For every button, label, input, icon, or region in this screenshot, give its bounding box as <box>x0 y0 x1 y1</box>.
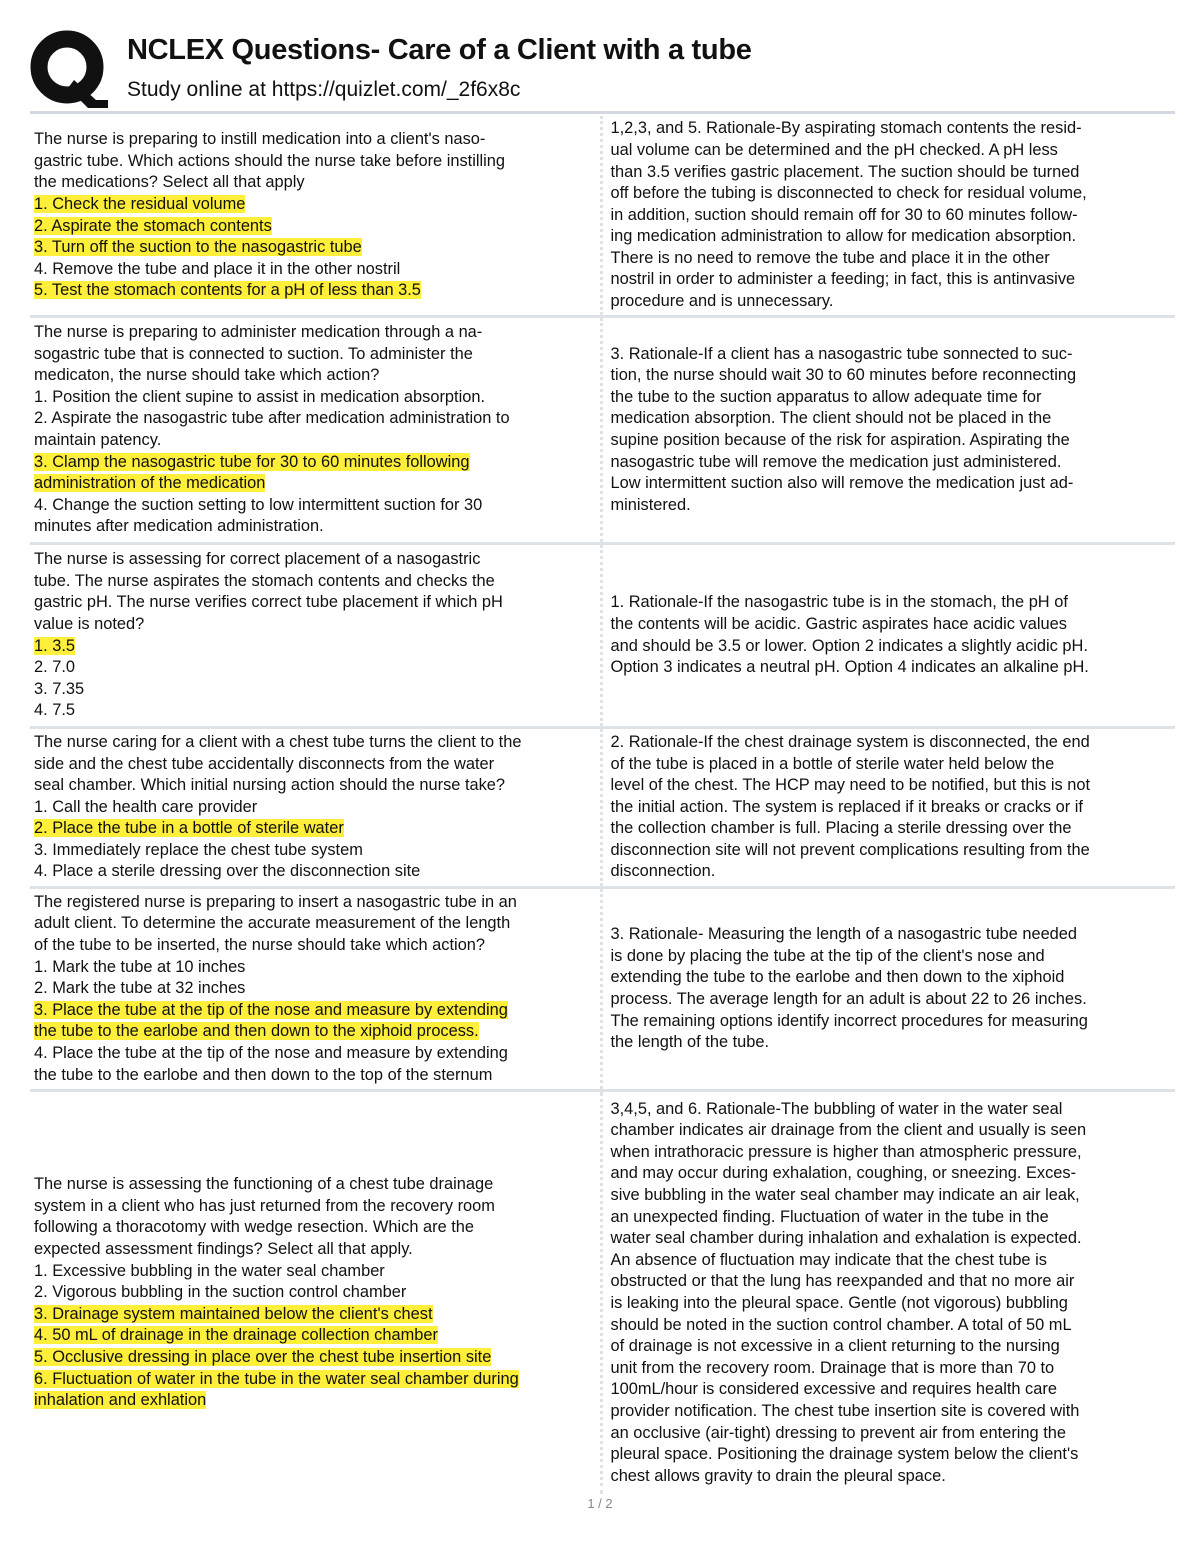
question-line <box>34 592 594 614</box>
question-line <box>34 387 594 409</box>
question-line-text: adult client. To determine the accurate measurement of the length <box>34 914 511 933</box>
answer-line-text: chest allows gravity to drain the pleural space. <box>610 1466 946 1485</box>
flashcard-row <box>30 545 1175 729</box>
question-line-text: expected assessment findings? Select all that apply. <box>34 1240 413 1259</box>
question-line-text: value is noted? <box>34 614 145 633</box>
answer-line-text: should be noted in the suction control chamber. A total of 50 mL <box>610 1315 1072 1334</box>
answer-line-text: when intrathoracic pressure is higher than atmospheric pressure, <box>610 1142 1082 1161</box>
question-line-text: 4. Remove the tube and place it in the other nostril <box>34 259 401 278</box>
question-line-text: The nurse is assessing for correct placement of a nasogastric <box>34 550 481 569</box>
question-line <box>34 657 594 679</box>
question-text <box>34 322 594 538</box>
question-line-text: 1. Excessive bubbling in the water seal chamber <box>34 1261 385 1280</box>
question-line <box>34 754 594 776</box>
question-line <box>34 1021 594 1043</box>
answer-line-text: and may occur during exhalation, coughing, or sneezing. Exces- <box>610 1164 1077 1183</box>
answer-line-text: an occlusive (air-tight) dressing to prevent air from entering the <box>610 1423 1067 1442</box>
question-line <box>34 913 594 935</box>
answer-cell <box>603 545 1176 726</box>
answer-text <box>611 1099 1170 1488</box>
answer-line-text: ual volume can be determined and the pH checked. A pH less <box>610 140 1058 159</box>
answer-line <box>611 1142 1170 1164</box>
answer-line-text: An absence of fluctuation may indicate that the chest tube is <box>610 1250 1047 1269</box>
question-line <box>34 732 594 754</box>
question-line-text: seal chamber. Which initial nursing action should the nurse take? <box>34 776 506 795</box>
question-cell <box>30 116 603 315</box>
answer-line <box>611 657 1170 679</box>
question-line <box>34 237 594 259</box>
question-line <box>34 614 594 636</box>
answer-line <box>611 592 1170 614</box>
flashcard-row <box>30 889 1175 1092</box>
highlighted-correct-option: 3. Turn off the suction to the nasogastric tube <box>34 238 362 257</box>
question-line <box>34 1239 594 1261</box>
answer-line-text: supine position because of the risk for aspiration. Aspirating the <box>610 431 1070 449</box>
question-line <box>34 892 594 914</box>
answer-line <box>611 1207 1170 1229</box>
answer-line <box>611 636 1170 658</box>
answer-line-text: 1,2,3, and 5. Rationale-By aspirating stomach contents the resid- <box>610 119 1082 138</box>
answer-line <box>611 118 1170 140</box>
answer-line-text: The remaining options identify incorrect procedures for measuring <box>610 1011 1088 1030</box>
answer-line-text: 3. Rationale- Measuring the length of a nasogastric tube needed <box>610 925 1078 944</box>
answer-line-text: 100mL/hour is considered excessive and requires health care <box>610 1380 1057 1399</box>
answer-line <box>611 1099 1170 1121</box>
question-line-text: gastric tube. Which actions should the nurse take before instilling <box>34 151 506 170</box>
quizlet-logo-icon <box>30 30 108 108</box>
highlighted-correct-option: 4. 50 mL of drainage in the drainage collection chamber <box>34 1326 438 1345</box>
question-line <box>34 194 594 216</box>
answer-line <box>611 840 1170 862</box>
answer-line-text: 3,4,5, and 6. Rationale-The bubbling of water in the water seal <box>610 1099 1063 1118</box>
question-line-text: tube. The nurse aspirates the stomach contents and checks the <box>34 571 495 590</box>
answer-line-text: of drainage is not excessive in a client returning to the nursing <box>610 1337 1060 1356</box>
question-line <box>34 1065 594 1087</box>
answer-line <box>611 1271 1170 1293</box>
answer-line <box>611 1401 1170 1423</box>
answer-line <box>611 140 1170 162</box>
answer-line-text: pleural space. Positioning the drainage system below the client's <box>610 1445 1079 1464</box>
question-line-text: following a thoracotomy with wedge resection. Which are the <box>34 1218 475 1237</box>
question-line-text: 3. 7.35 <box>34 679 85 698</box>
answer-line <box>611 1185 1170 1207</box>
highlighted-correct-option: 3. Place the tube at the tip of the nose and measure by extending <box>34 1000 508 1019</box>
question-line <box>34 452 594 474</box>
flashcard-row <box>30 116 1175 318</box>
answer-line <box>611 495 1170 517</box>
question-line <box>34 1282 594 1304</box>
answer-line <box>611 1228 1170 1250</box>
answer-line <box>611 1120 1170 1142</box>
question-line-text: The registered nurse is preparing to insert a nasogastric tube in an <box>34 892 517 911</box>
answer-line-text: and should be 3.5 or lower. Option 2 indicates a slightly acidic pH. <box>610 636 1088 655</box>
question-line-text: 2. Mark the tube at 32 inches <box>34 979 246 998</box>
question-line-text: 2. 7.0 <box>34 658 76 677</box>
answer-line-text: off before the tubing is disconnected to check for residual volume, <box>610 184 1087 203</box>
question-cell <box>30 1092 603 1494</box>
question-line-text: 2. Vigorous bubbling in the suction control chamber <box>34 1283 407 1302</box>
answer-line-text: sive bubbling in the water seal chamber may indicate an air leak, <box>610 1186 1080 1205</box>
question-line <box>34 280 594 302</box>
answer-line-text: provider notification. The chest tube insertion site is covered with <box>610 1401 1080 1420</box>
question-line <box>34 516 594 538</box>
question-line <box>34 1000 594 1022</box>
question-line <box>34 679 594 701</box>
answer-line-text: tion, the nurse should wait 30 to 60 minutes before reconnecting <box>610 366 1077 385</box>
answer-line <box>611 1336 1170 1358</box>
answer-line <box>611 924 1170 946</box>
highlighted-correct-option: 3. Clamp the nasogastric tube for 30 to 60 minutes following <box>34 452 470 471</box>
answer-line <box>611 967 1170 989</box>
question-text <box>34 129 594 302</box>
question-line <box>34 571 594 593</box>
answer-line <box>611 1011 1170 1033</box>
answer-line-text: of the tube is placed in a bottle of sterile water held below the <box>610 754 1055 773</box>
answer-line-text: the tube to the suction apparatus to allow adequate time for <box>610 387 1042 406</box>
question-line-text: sogastric tube that is connected to suction. To administer the <box>34 344 473 363</box>
answer-line-text: extending the tube to the earlobe and then down to the xiphoid <box>610 968 1065 987</box>
question-line <box>34 840 594 862</box>
answer-line <box>611 430 1170 452</box>
question-text <box>34 732 594 883</box>
flashcard-row <box>30 729 1175 889</box>
highlighted-correct-option: 6. Fluctuation of water in the tube in the water seal chamber during <box>34 1369 519 1388</box>
question-cell <box>30 889 603 1089</box>
answer-line <box>611 818 1170 840</box>
answer-cell <box>603 116 1176 315</box>
answer-line <box>611 861 1170 883</box>
answer-line <box>611 1032 1170 1054</box>
highlighted-correct-option: 5. Test the stomach contents for a pH of less than 3.5 <box>34 281 421 300</box>
answer-line-text: level of the chest. The HCP may need to be notified, but this is not <box>610 776 1091 795</box>
question-cell <box>30 545 603 726</box>
question-line <box>34 344 594 366</box>
question-line <box>34 1174 594 1196</box>
answer-text <box>611 344 1170 517</box>
answer-line-text: process. The average length for an adult is about 22 to 26 inches. <box>610 990 1087 1008</box>
answer-line-text: disconnection site will not prevent complications resulting from the <box>610 840 1090 859</box>
answer-text <box>611 924 1170 1054</box>
question-line-text: 4. Change the suction setting to low intermittent suction for 30 <box>34 495 483 514</box>
question-line-text: 4. Place the tube at the tip of the nose and measure by extending <box>34 1043 508 1062</box>
highlighted-correct-option: 1. Check the residual volume <box>34 194 246 213</box>
answer-line-text: Option 3 indicates a neutral pH. Option 4 indicates an alkaline pH. <box>610 658 1089 677</box>
question-line-text: The nurse is preparing to administer medication through a na- <box>34 323 483 342</box>
answer-line <box>611 344 1170 366</box>
answer-line <box>611 269 1170 291</box>
highlighted-correct-option: inhalation and exhlation <box>34 1391 207 1410</box>
answer-line <box>611 775 1170 797</box>
question-line-text: The nurse is assessing the functioning of a chest tube drainage <box>34 1175 494 1194</box>
header-divider <box>30 111 1175 114</box>
answer-line-text: ministered. <box>610 495 691 514</box>
question-line <box>34 1043 594 1065</box>
answer-cell <box>603 889 1176 1089</box>
question-line-text: system in a client who has just returned from the recovery room <box>34 1196 495 1215</box>
answer-line <box>611 248 1170 270</box>
flashcard-row <box>30 318 1175 545</box>
answer-line <box>611 1379 1170 1401</box>
question-line-text: minutes after medication administration. <box>34 517 324 536</box>
highlighted-correct-option: 5. Occlusive dressing in place over the chest tube insertion site <box>34 1347 492 1366</box>
question-line <box>34 775 594 797</box>
answer-line <box>611 989 1170 1011</box>
answer-line-text: is leaking into the pleural space. Gentle (not vigorous) bubbling <box>610 1294 1068 1312</box>
page-indicator: 1 / 2 <box>587 1496 613 1511</box>
document-header <box>30 28 1175 108</box>
question-line <box>34 259 594 281</box>
question-line <box>34 1217 594 1239</box>
question-line-text: 4. 7.5 <box>34 701 76 720</box>
answer-text <box>611 592 1170 678</box>
answer-line <box>611 946 1170 968</box>
question-line-text: gastric pH. The nurse verifies correct tube placement if which pH <box>34 593 503 612</box>
question-line-text: medicaton, the nurse should take which action? <box>34 366 380 385</box>
question-text <box>34 1174 594 1412</box>
question-line <box>34 957 594 979</box>
answer-line <box>611 732 1170 754</box>
question-line <box>34 172 594 194</box>
answer-line <box>611 1315 1170 1337</box>
answer-line-text: than 3.5 verifies gastric placement. The suction should be turned <box>610 162 1080 181</box>
question-cell <box>30 318 603 542</box>
question-line <box>34 430 594 452</box>
answer-line-text: 1. Rationale-If the nasogastric tube is in the stomach, the pH of <box>610 593 1068 612</box>
answer-line <box>611 183 1170 205</box>
question-line-text: The nurse is preparing to instill medication into a client's naso- <box>34 130 486 149</box>
flashcard-table <box>30 116 1175 1494</box>
answer-cell <box>603 318 1176 542</box>
answer-line-text: unit from the recovery room. Drainage that is more than 70 to <box>610 1358 1055 1377</box>
question-line <box>34 129 594 151</box>
answer-line <box>611 1444 1170 1466</box>
question-text <box>34 892 594 1086</box>
question-line-text: The nurse caring for a client with a chest tube turns the client to the <box>34 732 522 751</box>
answer-line-text: an unexpected finding. Fluctuation of water in the tube in the <box>610 1207 1049 1226</box>
answer-line-text: disconnection. <box>610 862 716 881</box>
question-line-text: 1. Call the health care provider <box>34 797 258 816</box>
answer-line-text: chamber indicates air drainage from the client and usually is seen <box>610 1121 1087 1140</box>
question-line-text: side and the chest tube accidentally disconnects from the water <box>34 754 495 773</box>
answer-line <box>611 291 1170 313</box>
answer-line-text: the collection chamber is full. Placing a sterile dressing over the <box>610 819 1072 838</box>
answer-line-text: medication absorption. The client should not be placed in the <box>610 409 1052 428</box>
answer-line-text: water seal chamber during inhalation and exhalation is expected. <box>610 1229 1082 1248</box>
question-cell <box>30 729 603 886</box>
question-line-text: 1. Position the client supine to assist in medication absorption. <box>34 387 485 406</box>
question-line-text: 3. Immediately replace the chest tube system <box>34 840 363 859</box>
answer-line-text: the contents will be acidic. Gastric aspirates hace acidic values <box>610 614 1067 633</box>
question-line <box>34 473 594 495</box>
answer-line-text: There is no need to remove the tube and place it in the other <box>610 248 1050 267</box>
answer-line <box>611 162 1170 184</box>
question-line <box>34 861 594 883</box>
answer-line <box>611 452 1170 474</box>
answer-line-text: 3. Rationale-If a client has a nasogastric tube sonnected to suc- <box>610 344 1073 363</box>
answer-text <box>611 118 1170 312</box>
answer-line <box>611 1250 1170 1272</box>
answer-line <box>611 473 1170 495</box>
question-line <box>34 1196 594 1218</box>
answer-line <box>611 1423 1170 1445</box>
question-line <box>34 636 594 658</box>
answer-line-text: Low intermittent suction also will remove the medication just ad- <box>610 474 1074 493</box>
question-line <box>34 700 594 722</box>
question-line <box>34 1325 594 1347</box>
answer-line <box>611 387 1170 409</box>
answer-line-text: ing medication administration to allow for medication absorption. <box>610 227 1077 246</box>
answer-cell <box>603 1092 1176 1494</box>
study-online-link[interactable]: Study online at https://quizlet.com/_2f6x8c <box>127 78 521 101</box>
answer-line-text: is done by placing the tube at the tip of the client's nose and <box>610 946 1045 965</box>
answer-line <box>611 226 1170 248</box>
question-line <box>34 978 594 1000</box>
question-line <box>34 322 594 344</box>
question-line-text: 1. Mark the tube at 10 inches <box>34 957 246 976</box>
question-line-text: the tube to the earlobe and then down to the top of the sternum <box>34 1065 493 1084</box>
highlighted-correct-option: 2. Place the tube in a bottle of sterile water <box>34 819 344 838</box>
answer-line-text: nasogastric tube will remove the medication just administered. <box>610 452 1062 471</box>
answer-line <box>611 365 1170 387</box>
answer-line-text: nostril in order to administer a feeding; in fact, this is antinvasive <box>610 270 1076 289</box>
highlighted-correct-option: 1. 3.5 <box>34 636 76 655</box>
question-line <box>34 151 594 173</box>
question-line-text: 2. Aspirate the nasogastric tube after medication administration to <box>34 409 510 428</box>
highlighted-correct-option: 3. Drainage system maintained below the client's chest <box>34 1304 433 1323</box>
question-text <box>34 549 594 722</box>
answer-line <box>611 408 1170 430</box>
highlighted-correct-option: 2. Aspirate the stomach contents <box>34 216 272 235</box>
answer-line <box>611 205 1170 227</box>
highlighted-correct-option: the tube to the earlobe and then down to the xiphoid process. <box>34 1022 479 1041</box>
answer-line <box>611 614 1170 636</box>
question-line-text: the medications? Select all that apply <box>34 173 305 192</box>
question-line <box>34 1261 594 1283</box>
answer-line-text: the length of the tube. <box>610 1033 770 1052</box>
question-line <box>34 365 594 387</box>
question-line <box>34 1347 594 1369</box>
answer-line <box>611 1293 1170 1315</box>
question-line <box>34 1390 594 1412</box>
answer-line <box>611 1163 1170 1185</box>
answer-line-text: the initial action. The system is replaced if it breaks or cracks or if <box>610 797 1083 816</box>
question-line <box>34 408 594 430</box>
answer-line-text: obstructed or that the lung has reexpanded and that no more air <box>610 1272 1075 1291</box>
answer-line-text: 2. Rationale-If the chest drainage system is disconnected, the end <box>610 732 1090 751</box>
question-line <box>34 1304 594 1326</box>
answer-line-text: procedure and is unnecessary. <box>610 292 834 311</box>
answer-cell <box>603 729 1176 886</box>
question-line <box>34 797 594 819</box>
answer-line <box>611 1358 1170 1380</box>
answer-line <box>611 1466 1170 1488</box>
question-line <box>34 549 594 571</box>
question-line <box>34 818 594 840</box>
answer-text <box>611 732 1170 883</box>
question-line <box>34 495 594 517</box>
document-title: NCLEX Questions- Care of a Client with a tube <box>127 34 752 66</box>
question-line-text: 4. Place a sterile dressing over the disconnection site <box>34 862 421 881</box>
question-line-text: of the tube to be inserted, the nurse should take which action? <box>34 936 486 955</box>
answer-line <box>611 754 1170 776</box>
question-line-text: maintain patency. <box>34 431 162 449</box>
question-line <box>34 216 594 238</box>
question-line <box>34 1369 594 1391</box>
flashcard-row <box>30 1092 1175 1494</box>
answer-line <box>611 797 1170 819</box>
highlighted-correct-option: administration of the medication <box>34 474 266 493</box>
question-line <box>34 935 594 957</box>
answer-line-text: in addition, suction should remain off for 30 to 60 minutes follow- <box>610 205 1078 224</box>
